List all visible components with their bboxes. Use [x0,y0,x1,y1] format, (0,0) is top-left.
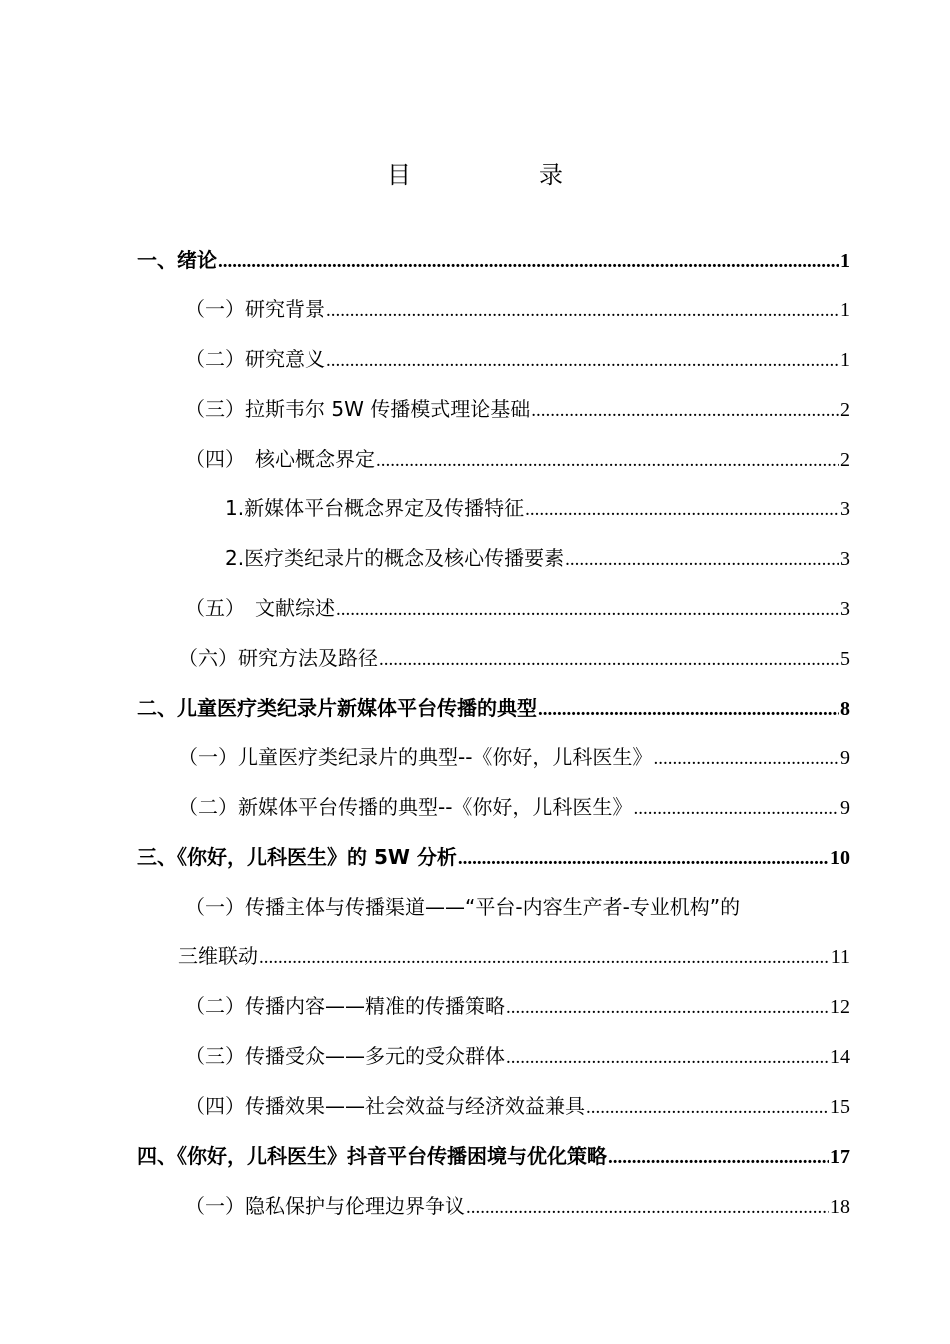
toc-entry-text: （一）研究背景 [185,297,325,321]
toc-leader [506,1043,829,1073]
toc-leader [259,943,830,973]
toc-page-number: 11 [830,946,850,968]
toc-entry-text: 三维联动 [178,944,258,968]
toc-entry-section[interactable] [185,344,850,374]
toc-leader [608,1143,829,1173]
toc-entry-text: （五） 文献综述 [185,596,335,620]
toc-entry-section-line2[interactable] [178,941,850,971]
toc-entry-chapter-2[interactable] [137,693,850,723]
toc-entry-text: （二）传播内容——精准的传播策略 [185,994,505,1018]
toc-entry-text: （六）研究方法及路径 [178,646,378,670]
toc-entry-section-line1[interactable] [185,892,850,922]
toc-leader [326,346,839,376]
toc-entry-text: （三）拉斯韦尔 5W 传播模式理论基础 [185,397,531,421]
toc-entry-text: （二）研究意义 [185,347,325,371]
toc-entry-subsection[interactable] [225,493,850,523]
toc-page-number: 5 [840,648,850,670]
toc-leader [506,993,829,1023]
toc-page-number: 17 [830,1146,850,1168]
toc-leader [531,396,839,426]
toc-entry-subsection[interactable] [225,543,850,573]
toc-entry-text: 三、《你好，儿科医生》的 5W 分析 [137,845,457,869]
toc-entry-text: （一）儿童医疗类纪录片的典型--《你好，儿科医生》 [178,745,653,769]
toc-entry-text: （一）隐私保护与伦理边界争议 [185,1194,465,1218]
toc-page-number: 3 [840,548,850,570]
toc-entry-chapter-3[interactable] [137,842,850,872]
toc-entry-section[interactable] [185,1041,850,1071]
toc-page-number: 8 [840,698,850,720]
toc-leader [218,247,839,277]
toc-entry-section[interactable] [185,394,850,424]
toc-entry-section[interactable] [185,1091,850,1121]
toc-entry-section[interactable] [178,742,850,772]
toc-leader [633,794,839,824]
toc-entry-text: 四、《你好，儿科医生》抖音平台传播困境与优化策略 [137,1144,607,1168]
toc-page-number: 15 [830,1096,850,1118]
toc-leader [538,695,839,725]
toc-entry-text: 二、儿童医疗类纪录片新媒体平台传播的典型 [137,696,537,720]
toc-page-number: 3 [840,598,850,620]
toc-page-number: 18 [830,1196,850,1218]
toc-entry-section[interactable] [185,444,850,474]
toc-leader [525,495,839,525]
toc-leader [379,645,839,675]
toc-entry-text: 2.医疗类纪录片的概念及核心传播要素 [225,546,565,570]
toc-page-number: 2 [840,449,850,471]
toc-entry-text: （四）传播效果——社会效益与经济效益兼具 [185,1094,585,1118]
toc-entry-chapter-4[interactable] [137,1141,850,1171]
toc-leader [376,446,839,476]
toc-page-number: 1 [840,250,850,272]
toc-entry-text: （二）新媒体平台传播的典型--《你好，儿科医生》 [178,795,633,819]
toc-page-number: 2 [840,399,850,421]
toc-entry-section[interactable] [185,1191,850,1221]
toc-page-number: 12 [830,996,850,1018]
toc-entry-text: （三）传播受众——多元的受众群体 [185,1044,505,1068]
toc-page-number: 1 [840,299,850,321]
toc-leader [565,545,839,575]
toc-leader [466,1193,829,1223]
toc-page-number: 14 [830,1046,850,1068]
toc-page-number: 10 [830,847,850,869]
toc-page-number: 3 [840,498,850,520]
toc-leader [653,744,839,774]
toc-page-number: 1 [840,349,850,371]
toc-leader [458,844,829,874]
toc-entry-section[interactable] [178,643,850,673]
toc-entry-text: （四） 核心概念界定 [185,447,375,471]
toc-entry-text: 1.新媒体平台概念界定及传播特征 [225,496,525,520]
toc-entry-section[interactable] [185,991,850,1021]
toc-entry-text: 一、绪论 [137,248,217,272]
toc-page-number: 9 [840,747,850,769]
toc-title: 目 录 [387,161,615,189]
toc-leader [326,296,839,326]
toc-entry-text: （一）传播主体与传播渠道——“平台-内容生产者-专业机构”的 [185,895,741,919]
toc-leader [586,1093,829,1123]
toc-entry-chapter-1[interactable] [137,245,850,275]
toc-leader [336,595,839,625]
toc-entry-section[interactable] [185,294,850,324]
toc-entry-section[interactable] [178,792,850,822]
toc-entry-section[interactable] [185,593,850,623]
toc-page-number: 9 [840,797,850,819]
